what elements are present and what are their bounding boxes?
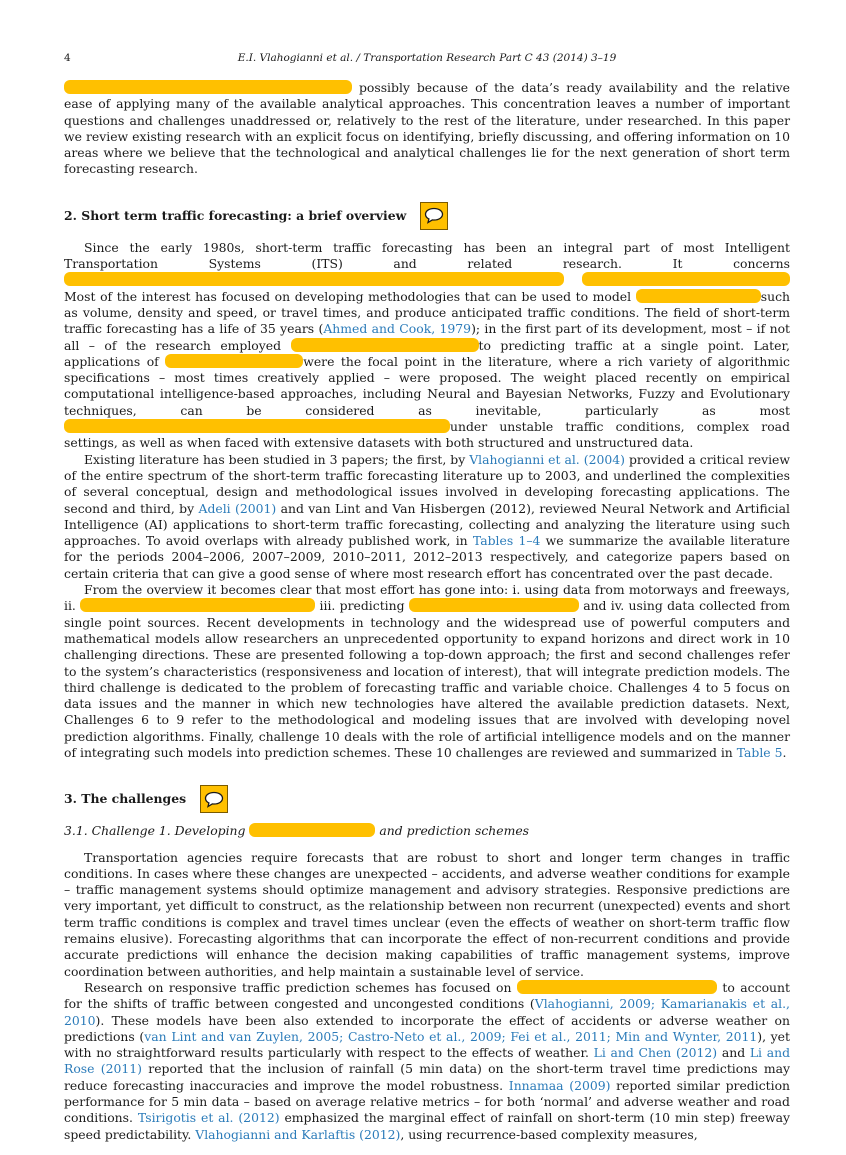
section-3-paragraph-1: Transportation agencies require forecasts that are robust to short and longer term changes in traffic conditions. In cases where these changes are unexpected – accidents, and adverse weather conditions for example – traffic management systems should optimize management and advisory strategies. Responsive predictions are very important, yet difficult to construct, as the relationship between non recurrent (unexpected) events and short term traffic conditions is complex and travel times unclear (even the effects of weather on short-term traffic flow remains elusive). Forecasting algorithms that can incorporate the effect of non-recurrent conditions and provide accurate predictions will enhance the decision making capabilities of traffic management systems, improve coordination between authorities, and help maintain a sustainable level of service. (64, 849, 790, 979)
article-body (64, 80, 790, 1143)
page-number: 4 (64, 52, 71, 64)
section-3-heading: 3. The challenges (64, 785, 790, 813)
comment-note-icon[interactable] (200, 785, 228, 813)
highlight-redaction[interactable] (636, 289, 761, 303)
highlight-redaction[interactable] (409, 598, 579, 612)
table-link[interactable]: Tables 1–4 (472, 533, 541, 549)
citation-link[interactable]: Adeli (2001) (198, 500, 277, 516)
section-2-paragraph-3: From the overview it becomes clear that most effort has gone into: i. using data from motorways and freeways, ii. iii. predicting and iv. using data collected from single point sources. Recent developments in technology and the widespread use of powerful computers and mathematical models allow researchers an unprecedented opportunity to expand horizons and direct work in 10 challenging directions. These are presented following a top-down approach; the first and second challenges refer to the system’s characteristics (responsiveness and location of interest), that will integrate prediction models. The third challenge is dedicated to the problem of forecasting traffic and variable choice. Challenges 4 to 5 focus on data issues and the manner in which new technologies have altered the available prediction datasets. Next, Challenges 6 to 9 refer to the methodological and modeling issues that are involved with developing novel prediction algorithms. Finally, challenge 10 deals with the role of artificial intelligence models and on the manner of integrating such models into prediction schemes. These 10 challenges are reviewed and summarized in Table 5. (64, 582, 790, 760)
citation-link[interactable]: Innamaa (2009) (508, 1077, 611, 1093)
citation-link[interactable]: van Lint and van Zuylen, 2005; Castro-Neto et al., 2009; Fei et al., 2011; Min and Wynter, 2011 (144, 1028, 758, 1044)
subsection-3-1-heading: 3.1. Challenge 1. Developing and prediction schemes (64, 823, 530, 839)
section-2-paragraph-1: Since the early 1980s, short-term traffic forecasting has been an integral part of most Intelligent Transportation Systems (ITS) and related research. It concerns Most of the interest has focused on developing methodologies that can be used to model such as volume, density and speed, or travel times, and produce anticipated traffic conditions. The field of short-term traffic forecasting has a life of 35 years (Ahmed and Cook, 1979); in the first part of its development, most – if not all – of the research employed to predicting traffic at a single point. Later, applications of were the focal point in the literature, where a rich variety of algorithmic specifications – most times creatively applied – were proposed. The weight placed recently on empirical computational intelligence-based approaches, including Neural and Bayesian Networks, Fuzzy and Evolutionary techniques, can be considered as inevitable, particularly as most under unstable traffic conditions, complex road settings, as well as when faced with extensive datasets with both structured and unstructured data. (64, 239, 791, 451)
highlight-redaction[interactable] (64, 419, 450, 433)
citation-link[interactable]: Li and Rose (2011) (64, 1045, 790, 1077)
intro-paragraph: possibly because of the data’s ready availability and the relative ease of applying many of the available analytical approaches. This concentration leaves a number of important questions and challenges unaddressed or, relatively to the rest of the literature, under researched. In this paper we review existing research with an explicit focus on identifying, briefly discussing, and offering information on 10 areas where we believe that the technological and analytical challenges lie for the next generation of short term forecasting research. (64, 80, 790, 177)
citation-link[interactable]: Vlahogianni and Karlaftis (2012) (195, 1126, 401, 1142)
section-2-heading: 2. Short term traffic forecasting: a brief overview (64, 202, 790, 230)
citation-link[interactable]: Tsirigotis et al. (2012) (137, 1110, 280, 1126)
highlight-redaction[interactable] (80, 598, 315, 612)
citation-link[interactable]: Vlahogianni, 2009; Kamarianakis et al., 2010 (64, 996, 790, 1028)
section-3-paragraph-2: Research on responsive traffic prediction schemes has focused on to account for the shifts of traffic between congested and uncongested conditions (Vlahogianni, 2009; Kamarianakis et al., 2010). These models have been also extended to incorporate the effect of accidents or adverse weather on predictions (van Lint and van Zuylen, 2005; Castro-Neto et al., 2009; Fei et al., 2011; Min and Wynter, 2011), yet with no straightforward results particularly with respect to the effects of weather. Li and Chen (2012) and Li and Rose (2011) reported that the inclusion of rainfall (5 min data) on the short-term travel time predictions may reduce forecasting inaccuracies and improve the model robustness. Innamaa (2009) reported similar prediction performance for 5 min data – based on average relative metrics – for both ‘normal’ and adverse weather and road conditions. Tsirigotis et al. (2012) emphasized the marginal effect of rainfall on short-term (10 min step) freeway speed predictability. Vlahogianni and Karlaftis (2012), using recurrence-based complexity measures, (64, 979, 791, 1142)
citation-link[interactable]: Ahmed and Cook, 1979 (323, 321, 472, 337)
section-2-paragraph-2: Existing literature has been studied in 3 papers; the first, by Vlahogianni et al. (2004) provided a critical review of the entire spectrum of the short-term traffic forecasting literature up to 2003, and underlined the complexities of several conceptual, design and methodological issues involved in developing forecasting applications. The second and third, by Adeli (2001) and van Lint and Van Hisbergen (2012), reviewed Neural Network and Artificial Intelligence (AI) applications to short-term traffic forecasting, collecting and analyzing the literature using such approaches. To avoid overlaps with already published work, in Tables 1–4 we summarize the available literature for the periods 2004–2006, 2007–2009, 2010–2011, 2012–2013 respectively, and categorize papers based on certain criteria that can give a good sense of where most research effort has concentrated over the past decade. (64, 451, 790, 581)
highlight-redaction[interactable] (64, 272, 564, 286)
citation-link[interactable]: Vlahogianni et al. (2004) (469, 451, 625, 467)
table-link[interactable]: Table 5 (736, 744, 783, 760)
highlight-redaction[interactable] (249, 823, 375, 837)
comment-note-icon[interactable] (420, 202, 448, 230)
highlight-redaction[interactable] (582, 272, 790, 286)
citation-link[interactable]: Li and Chen (2012) (593, 1045, 718, 1061)
highlight-redaction[interactable] (517, 980, 717, 994)
highlight-redaction[interactable] (64, 80, 352, 94)
highlight-redaction[interactable] (291, 338, 479, 352)
running-title: E.I. Vlahogianni et al. / Transportation Research Part C 43 (2014) 3–19 (237, 52, 617, 64)
highlight-redaction[interactable] (165, 354, 303, 368)
